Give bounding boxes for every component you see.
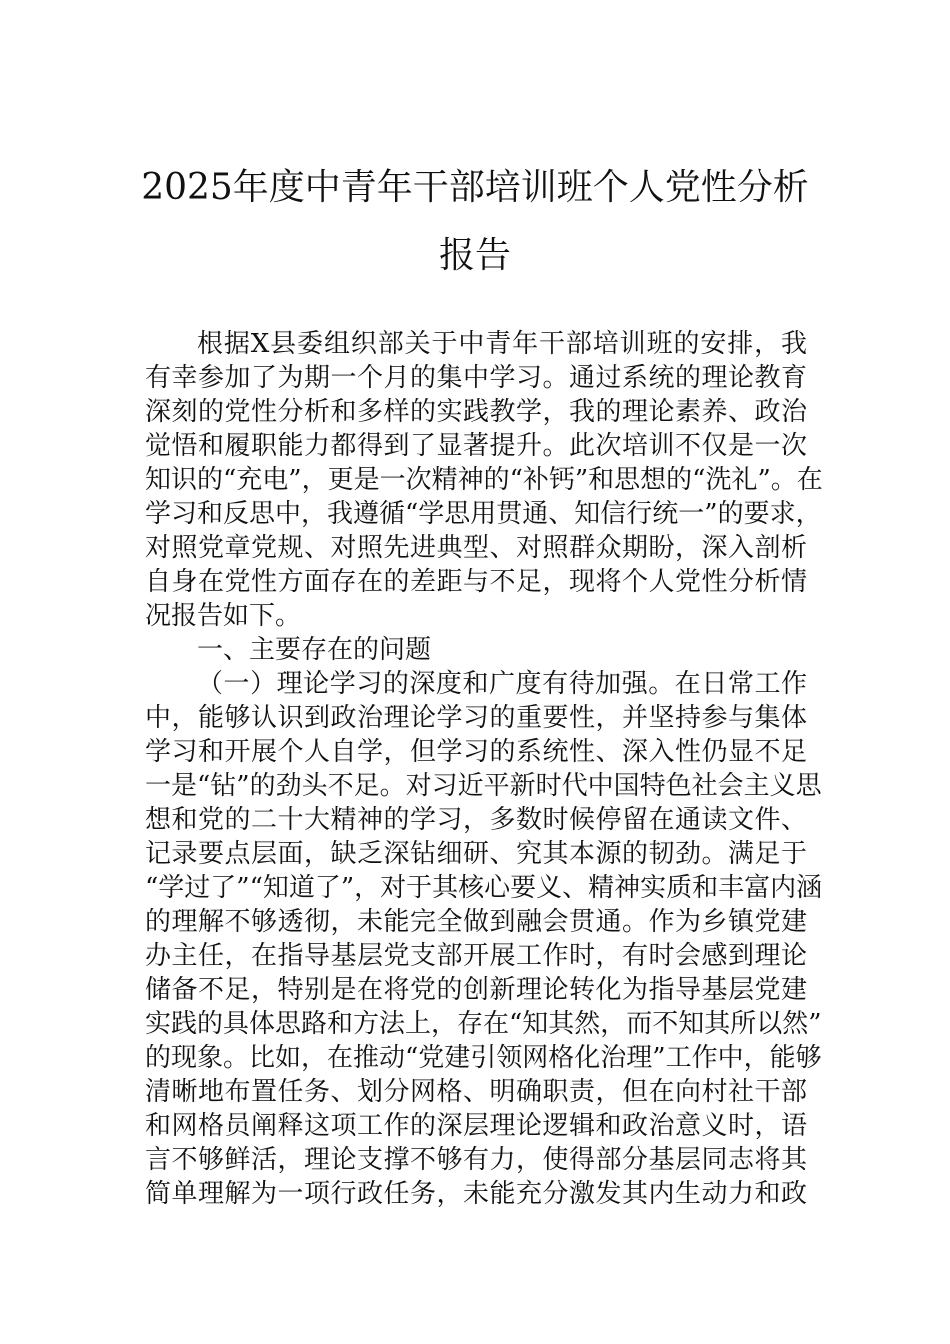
subsection-heading-line: （一）理论学习的深度和广度有待加强。在日常工作 [197,669,807,699]
text-line: 简单理解为一项行政任务，未能充分激发其内生动力和政 [145,1179,807,1209]
text-line: 言不够鲜活，理论支撑不够有力，使得部分基层同志将其 [145,1145,807,1175]
text-line: 深刻的党性分析和多样的实践教学，我的理论素养、政治 [145,397,807,427]
text-line: 和网格员阐释这项工作的深层理论逻辑和政治意义时，语 [145,1111,807,1141]
section-heading [145,633,807,667]
text-line: 况报告如下。 [145,601,302,631]
text-line: 办主任，在指导基层党支部开展工作时，有时会感到理论 [145,941,807,971]
text-line: 记录要点层面，缺乏深钻细研、究其本源的韧劲。满足于 [145,839,807,869]
section-heading-text: 一、主要存在的问题 [197,635,432,665]
text-line: 对照党章党规、对照先进典型、对照群众期盼，深入剖析 [145,533,807,563]
document-title-line-1: 2025年度中青年干部培训班个人党性分析 [141,167,809,208]
text-line: 自身在党性方面存在的差距与不足，现将个人党性分析情 [145,567,807,597]
text-line: 想和党的二十大精神的学习，多数时候停留在通读文件、 [145,805,807,835]
text-line: 实践的具体思路和方法上，存在“知其然，而不知其所以然” [145,1009,822,1039]
document-title-line-2: 报告 [438,235,511,276]
text-line: 觉悟和履职能力都得到了显著提升。此次培训不仅是一次 [145,431,807,461]
text-line: 储备不足，特别是在将党的创新理论转化为指导基层党建 [145,975,807,1005]
text-line: 知识的“充电”，更是一次精神的“补钙”和思想的“洗礼”。在 [145,465,823,495]
text-line: 中，能够认识到政治理论学习的重要性，并坚持参与集体 [145,703,807,733]
subsection-paragraph [145,667,823,1211]
text-line: 有幸参加了为期一个月的集中学习。通过系统的理论教育 [145,363,807,393]
text-line: 学习和开展个人自学，但学习的系统性、深入性仍显不足 [145,737,807,767]
text-line: 的现象。比如，在推动“党建引领网格化治理”工作中，能够 [145,1043,822,1073]
text-line: 清晰地布置任务、划分网格、明确职责，但在向村社干部 [145,1077,807,1107]
text-line: 学习和反思中，我遵循“学思用贯通、知信行统一”的要求， [145,499,822,529]
intro-paragraph [145,327,823,633]
document-body [145,327,823,1211]
text-line: 一是“钻”的劲头不足。对习近平新时代中国特色社会主义思 [145,771,822,801]
text-line: 的理解不够透彻，未能完全做到融会贯通。作为乡镇党建 [145,907,807,937]
text-line: 根据X县委组织部关于中青年干部培训班的安排，我 [197,329,807,359]
text-line: “学过了”“知道了”，对于其核心要义、精神实质和丰富内涵 [145,873,823,903]
